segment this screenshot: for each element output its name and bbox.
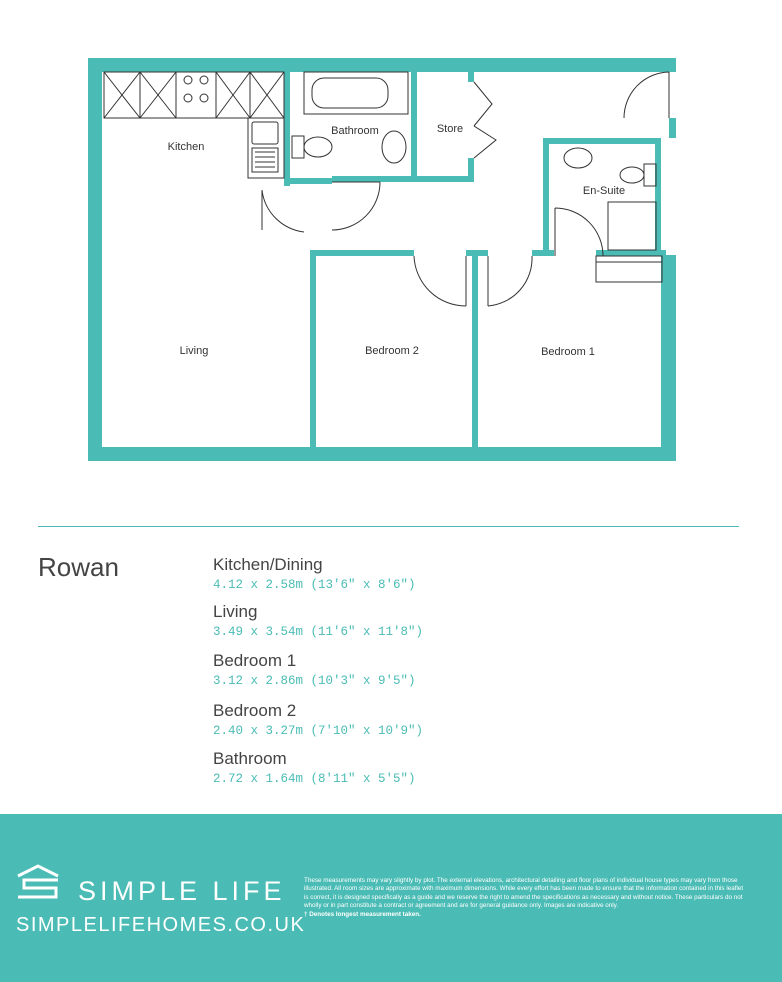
label-living: Living [179,345,209,357]
room-entry [213,650,423,700]
disclaimer [304,877,744,919]
room-entry [213,748,423,788]
room-name: Bedroom 1 [213,651,297,670]
label-bedroom-1: Bedroom 1 [541,346,595,358]
dagger-note: † Denotes longest measurement taken. [304,910,421,918]
label-bedroom-2: Bedroom 2 [365,345,419,357]
label-kitchen: Kitchen [167,141,205,153]
room-dimensions: 3.49 x 3.54m (11'6" x 11'8") [213,625,424,639]
brand-name: SIMPLE LIFE [78,876,286,906]
room-name: Bedroom 2 [213,701,297,720]
room-name: Bathroom [213,749,287,768]
room-dimensions: 2.40 x 3.27m (7'10" x 10'9") [213,724,424,738]
room-dimensions-list [213,554,423,788]
room-entry [213,601,423,650]
room-entry [213,700,423,748]
label-store: Store [436,123,464,135]
house-name: Rowan [38,552,119,582]
simple-life-logo-icon [16,864,66,904]
room-dimensions: 3.12 x 2.86m (10'3" x 9'5") [213,674,416,688]
brand-url[interactable]: SIMPLELIFEHOMES.CO.UK [16,914,306,936]
room-name: Kitchen/Dining [213,555,323,574]
section-divider [38,526,739,527]
room-entry [213,554,423,601]
room-name: Living [213,602,258,621]
room-dimensions: 2.72 x 1.64m (8'11" x 5'5") [213,772,416,786]
label-ensuite: En-Suite [582,185,626,197]
disclaimer-text: These measurements may vary slightly by plot. The external elevations, architectural detailing and floor plans of individual house types may vary from those illustrated. All room sizes are approximate with maximum dimensions. While every effort has been made to ensure that the information contained in this leaflet is correct, it is designed specifically as a guide and we reserve the right to amend the specifications as necessary and without notice. These particulars do not wholly or in part constitute a contract or agreement and are for general guidance only. Images are indicative only. [304,877,744,910]
room-dimensions: 4.12 x 2.58m (13'6" x 8'6") [213,578,416,592]
label-bathroom: Bathroom [331,125,379,137]
